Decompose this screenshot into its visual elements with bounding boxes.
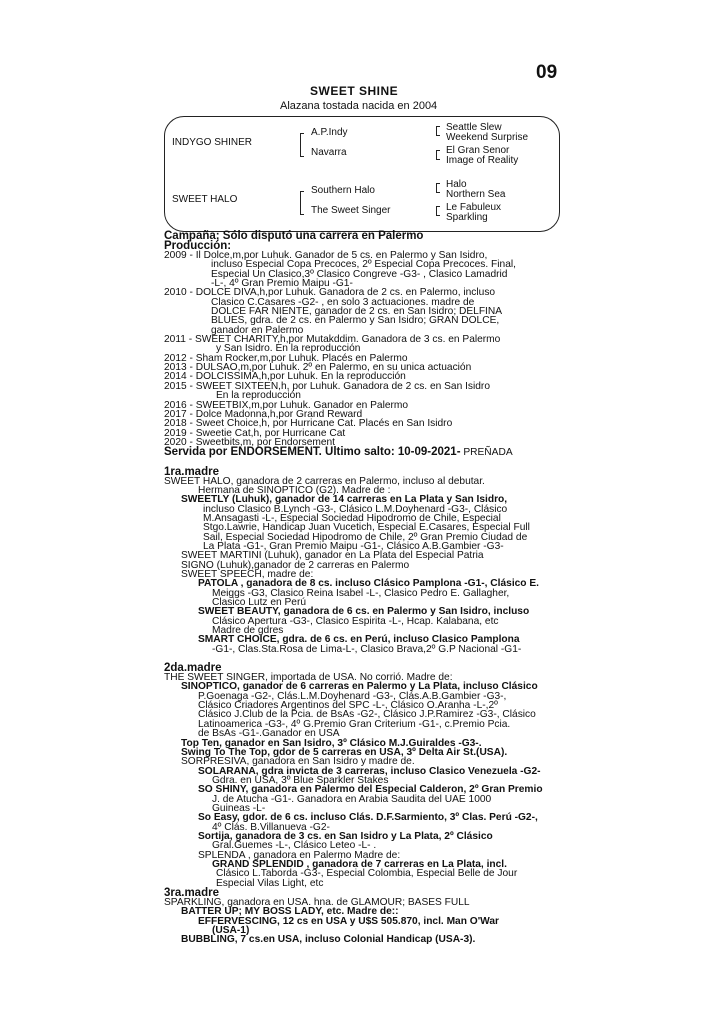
second-dam-line: So Easy, gdor. de 6 cs. incluso Clás. D.F.Sarmiento, 3º Clas. Perú -G2-,	[198, 812, 538, 824]
pedigree-bracket	[436, 126, 440, 136]
pedigree-g3-2: Weekend Surprise	[446, 132, 529, 143]
second-dam-line: Gdra. en USA, 3º Blue Sparkler Stakes	[212, 774, 389, 786]
production-line: y San Isidro. En la reproducción	[216, 343, 361, 355]
first-dam-line: SWEET BEAUTY, ganadora de 6 cs. en Palermo y San Isidro, incluso	[198, 606, 530, 618]
pedigree-dam: SWEET HALO	[172, 194, 238, 205]
third-dam-line: SPARKLING, ganadora en USA. hna. de GLAMOUR; BASES FULL	[164, 897, 470, 908]
pedigree-sire: INDYGO SHINER	[172, 137, 253, 148]
first-dam-line: SWEET MARTINI (Luhuk), ganador en La Plata del Especial Patria	[181, 550, 484, 562]
lot-number: 09	[536, 62, 558, 83]
second-dam-line: Top Ten, ganador en San Isidro, 3º Clásico M.J.Guiraldes -G3-.	[181, 737, 482, 749]
second-dam-line: Gral.Guemes -L-, Clásico Leteo -L- .	[212, 840, 377, 852]
second-dam-line: Especial Vilas Light, etc	[216, 877, 324, 889]
first-dam-line: Clásico Apertura -G3-, Clasico Espirita -L-, Hcap. Kalabana, etc	[212, 615, 499, 627]
service-line: Servida por ENDORSEMENT. Ultimo salto: 10-09-2021-	[164, 446, 461, 459]
production-line: 2010 - DOLCE DIVA,h,por Luhuk. Ganadora de 2 cs. en Palermo, incluso	[164, 287, 496, 299]
second-dam-line: GRAND SPLENDID , ganadora de 7 carreras en La Plata, incl.	[212, 858, 507, 870]
production-line: 2015 - SWEET SIXTEEN,h, por Luhuk. Ganadora de 2 cs. en San Isidro	[164, 380, 490, 392]
production-line: En la reproducción	[216, 390, 301, 402]
horse-description: Alazana tostada nacida en 2004	[280, 100, 438, 112]
production-line: 2013 - DULSAO,m,por Luhuk. 2º en Palermo, en su unica actuación	[164, 362, 472, 374]
production-line: DOLCE FAR NIENTE, ganador de 2 cs. en San Isidro; DELFINA	[211, 306, 503, 318]
first-dam-heading: 1ra.madre	[164, 465, 219, 478]
second-dam-line: Latinoamerica -G3-, 4º G.Premio Gran Criterium -G1-, c.Premio Pcia.	[198, 718, 511, 730]
second-dam-line: SOLARANA, gdra invicta de 3 carreras, incluso Clasico Venezuela -G2-	[198, 765, 541, 777]
pedigree-dam-sire: Southern Halo	[311, 185, 375, 196]
second-dam-line: de BsAs -G1-.Ganador en USA	[198, 728, 340, 740]
first-dam-line: Meiggs -G3, Clasico Reina Isabel -L-, Clasico Pedro E. Gallagher,	[212, 587, 510, 599]
service-status: PREÑADA	[460, 447, 513, 459]
second-dam-line: SPLENDA , ganadora en Palermo Madre de:	[198, 849, 401, 861]
first-dam-line: M.Ansagasti -L-, Especial Sociedad Hipodromo de Chile, Especial	[203, 512, 501, 524]
pedigree-bracket	[300, 133, 304, 157]
first-dam-line: SWEET SPEECH, madre de:	[181, 569, 314, 580]
production-line: Especial Un Clasico,3º Clasico Congreve -G3- , Clasico Lamadrid	[211, 268, 508, 280]
second-dam-line: SINOPTICO, ganador de 6 carreras en Palermo y La Plata, incluso Clásico	[181, 681, 538, 693]
second-dam-line: P.Goenaga -G2-, Clás.L.M.Doyhenard -G3-, Clás.A.B.Gambier -G3-,	[198, 690, 507, 702]
pedigree-dam-dam: The Sweet Singer	[311, 205, 391, 216]
production-line: Clasico C.Casares -G2- , en solo 3 actuaciones. madre de	[211, 296, 475, 308]
second-dam-line: Clásico Criadores Argentinos del SPC -L-, Clásico O.Aranha -L-,2º	[198, 700, 498, 712]
production-line: 2011 - SWEET CHARITY,h,por Mutakddim. Ganadora de 3 cs. en Palermo	[164, 334, 501, 346]
pedigree-sire-sire: A.P.Indy	[311, 127, 348, 138]
first-dam-line: SMART CHOICE, gdra. de 6 cs. en Perú, incluso Clasico Pamplona	[198, 634, 520, 646]
first-dam-line: SWEET HALO, ganadora de 2 carreras en Palermo, incluso al debutar.	[164, 475, 485, 487]
production-line: 2009 - Il Dolce,m,por Luhuk. Ganador de 5 cs. en Palermo y San Isidro,	[164, 250, 488, 261]
campaign-heading: Campaña; Sólo disputó una carrera en Palermo	[164, 230, 424, 242]
production-line: 2014 - DOLCISSIMA,h,por Luhuk. En la reproducción	[164, 371, 406, 383]
pedigree-bracket	[436, 183, 440, 193]
pedigree-g3-4: Image of Reality	[446, 155, 519, 166]
first-dam-line: -G1-, Clas.Sta.Rosa de Lima-L-, Clasico Brava,2º G.P Nacional -G1-	[212, 643, 522, 655]
production-line: 2017 - Dolce Madonna,h,por Grand Reward	[164, 408, 363, 420]
second-dam-line: SO SHINY, ganadora en Palermo del Especial Calderon, 2º Gran Premio	[198, 784, 543, 796]
first-dam-line: PATOLA , ganadora de 8 cs. incluso Clásico Pamplona -G1-, Clásico E.	[198, 578, 539, 590]
pedigree-g3-7: Le Fabuleux	[446, 202, 502, 213]
third-dam-line: BATTER UP; MY BOSS LADY, etc. Madre de::	[181, 906, 399, 918]
pedigree-bracket	[436, 206, 440, 216]
second-dam-line: Clásico J.Club de la Pcia. de BsAs -G2-, Clásico J.P.Ramirez -G3-, Clásico	[198, 709, 536, 721]
production-heading: Producción:	[164, 240, 232, 252]
production-line: 2020 - Sweetbits,m, por Endorsement	[164, 436, 336, 448]
third-dam-heading: 3ra.madre	[164, 887, 219, 899]
pedigree-g3-5: Halo	[446, 179, 467, 190]
second-dam-line: J. de Atucha -G1-. Ganadora en Arabia Saudita del UAE 1000	[212, 793, 492, 805]
pedigree-bracket	[436, 150, 440, 160]
third-dam-line: EFFERVESCING, 12 cs en USA y U$S 505.870, incl. Man O'War	[198, 915, 499, 927]
second-dam-line: Clásico L.Taborda -G3-, Especial Colombia, Especial Belle de Jour	[216, 868, 518, 880]
first-dam-line: SIGNO (Luhuk),ganador de 2 carreras en Palermo	[181, 559, 410, 571]
production-line: 2019 - Sweetie Cat,h, por Hurricane Cat	[164, 427, 346, 439]
horse-name: SWEET SHINE	[310, 84, 399, 98]
second-dam-line: 4º Clás. B.Villanueva -G2-	[212, 821, 330, 833]
pedigree-bracket	[300, 191, 304, 215]
first-dam-line: Clasico Lutz en Perú	[212, 597, 307, 609]
production-line: ganador en Palermo	[211, 324, 304, 336]
third-dam-line: (USA-1)	[212, 925, 250, 937]
first-dam-line: Hermana de SINOPTICO (G2). Madre de :	[198, 484, 391, 496]
third-dam-line: BUBBLING, 7 cs.en USA, incluso Colonial Handicap (USA-3).	[181, 934, 476, 946]
pedigree-g3-1: Seattle Slew	[446, 122, 502, 133]
production-line: 2012 - Sham Rocker,m,por Luhuk. Placés en Palermo	[164, 352, 408, 364]
pedigree-g3-6: Northern Sea	[446, 189, 506, 200]
second-dam-heading: 2da.madre	[164, 662, 222, 675]
second-dam-line: THE SWEET SINGER, importada de USA. No corrió. Madre de:	[164, 672, 453, 684]
second-dam-line: Guineas -L-	[212, 802, 266, 814]
first-dam-line: Stgo.Lawrie, Handicap Juan Vucetich, Especial E.Casares, Especial Full	[203, 522, 530, 534]
pedigree-g3-8: Sparkling	[446, 212, 488, 223]
first-dam-line: Sail, Especial Sociedad Hipodromo de Chile, 2º Gran Premio Ciudad de	[203, 531, 528, 543]
first-dam-line: La Plata -G1-, Gran Premio Maipu -G1-, Clásico A.B.Gambier -G3-	[203, 540, 504, 552]
second-dam-line: Sortija, ganadora de 3 cs. en San Isidro y La Plata, 2º Clásico	[198, 830, 493, 842]
production-line: incluso Especial Copa Precoces, 2º Especial Copa Precoces. Final,	[211, 259, 516, 271]
pedigree-sire-dam: Navarra	[311, 147, 347, 158]
second-dam-line: Swing To The Top, gdor de 5 carreras en USA, 3º Delta Air St.(USA).	[181, 746, 508, 758]
first-dam-line: incluso Clasico B.Lynch -G3-, Clásico L.M.Doyhenard -G3-, Clásico	[203, 503, 508, 515]
production-line: 2018 - Sweet Choice,h, por Hurricane Cat. Placés en San Isidro	[164, 418, 453, 430]
pedigree-g3-3: El Gran Senor	[446, 145, 510, 156]
first-dam-line: SWEETLY (Luhuk), ganador de 14 carreras en La Plata y San Isidro,	[181, 494, 508, 506]
production-line: 2016 - SWEETBIX,m,por Luhuk. Ganador en Palermo	[164, 399, 409, 411]
production-line: -L-, 4º Gran Premio Maipu -G1-	[211, 278, 353, 290]
first-dam-line: Madre de gdres	[212, 625, 284, 637]
production-line: BLUES, gdra. de 2 cs. en Palermo y San Isidro; GRAN DOLCE,	[211, 315, 500, 327]
catalog-body	[164, 231, 720, 945]
second-dam-line: SORPRESIVA, ganadora en San Isidro y madre de.	[181, 756, 415, 768]
